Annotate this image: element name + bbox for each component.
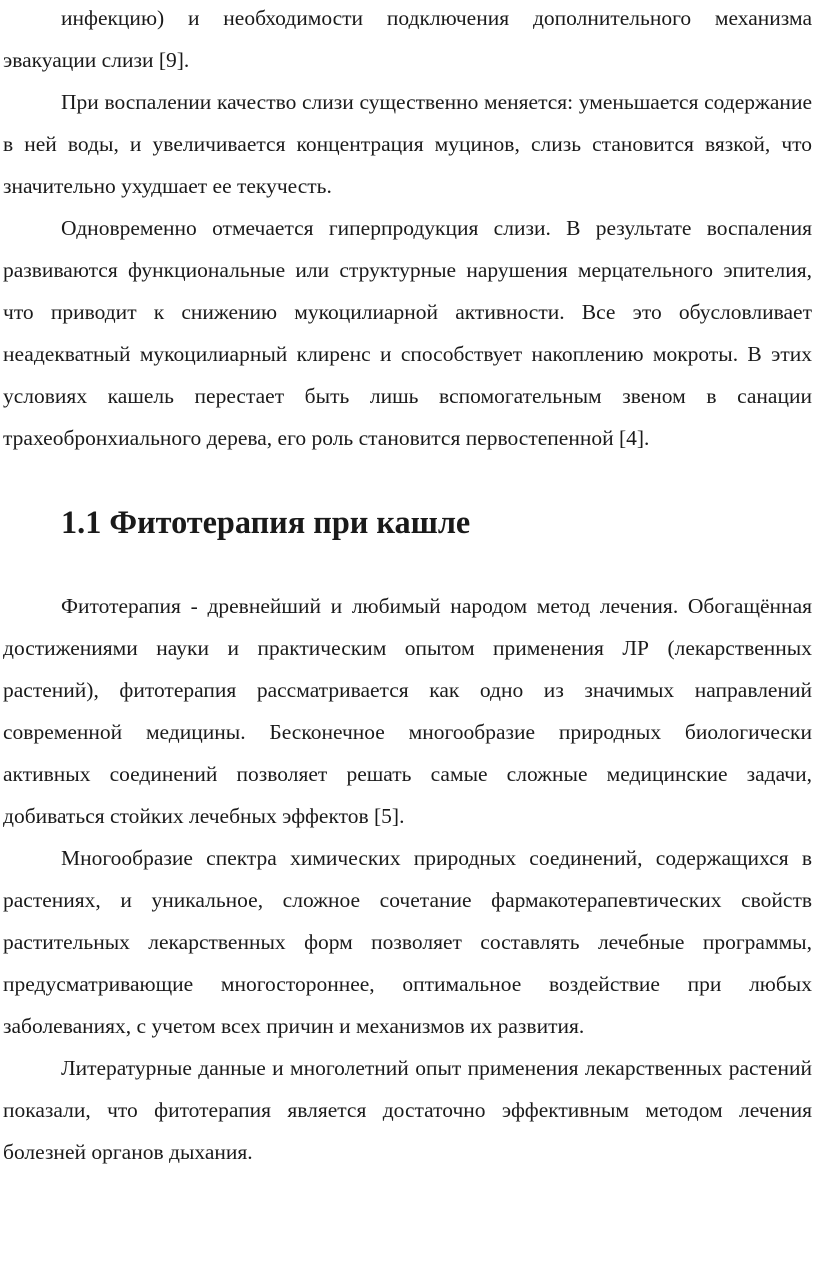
section-heading: 1.1 Фитотерапия при кашле <box>61 504 471 540</box>
paragraph-phytotherapy-intro: Фитотерапия - древнейший и любимый народом метод лечения. Обогащённая достижениями науки и практическим опытом применения ЛР (лекарственных растений), фитотерапия рассматривается как одно из значимых направлений современной медицины. Бесконечное многообразие природных биологически активных соединений позволяет решать самые сложные медицинские задачи, добиваться стойких лечебных эффектов [5]. <box>3 594 812 828</box>
paragraph-literature-data: Литературные данные и многолетний опыт применения лекарственных растений показали, что фитотерапия является достаточно эффективным методом лечения болезней органов дыхания. <box>3 1056 812 1164</box>
paragraph-hyperproduction: Одновременно отмечается гиперпродукция слизи. В результате воспаления развиваются функциональные или структурные нарушения мерцательного эпителия, что приводит к снижению мукоцилиарной активности. Все это обусловливает неадекватный мукоцилиарный клиренс и способствует накоплению мокроты. В этих условиях кашель перестает быть лишь вспомогательным звеном в санации трахеобронхиального дерева, его роль становится первостепенной [4]. <box>3 216 812 450</box>
paragraph-mucus-quality: При воспалении качество слизи существенно меняется: уменьшается содержание в ней воды, и увеличивается концентрация муцинов, слизь становится вязкой, что значительно ухудшает ее текучесть. <box>3 90 812 198</box>
paragraph-continuation: инфекцию) и необходимости подключения дополнительного механизма эвакуации слизи [9]. <box>3 6 812 72</box>
paragraph-chemical-diversity: Многообразие спектра химических природных соединений, содержащихся в растениях, и уникальное, сложное сочетание фармакотерапевтических свойств растительных лекарственных форм позволяет составлять лечебные программы, предусматривающие многостороннее, оптимальное воздействие при любых заболеваниях, с учетом всех причин и механизмов их развития. <box>3 846 812 1038</box>
